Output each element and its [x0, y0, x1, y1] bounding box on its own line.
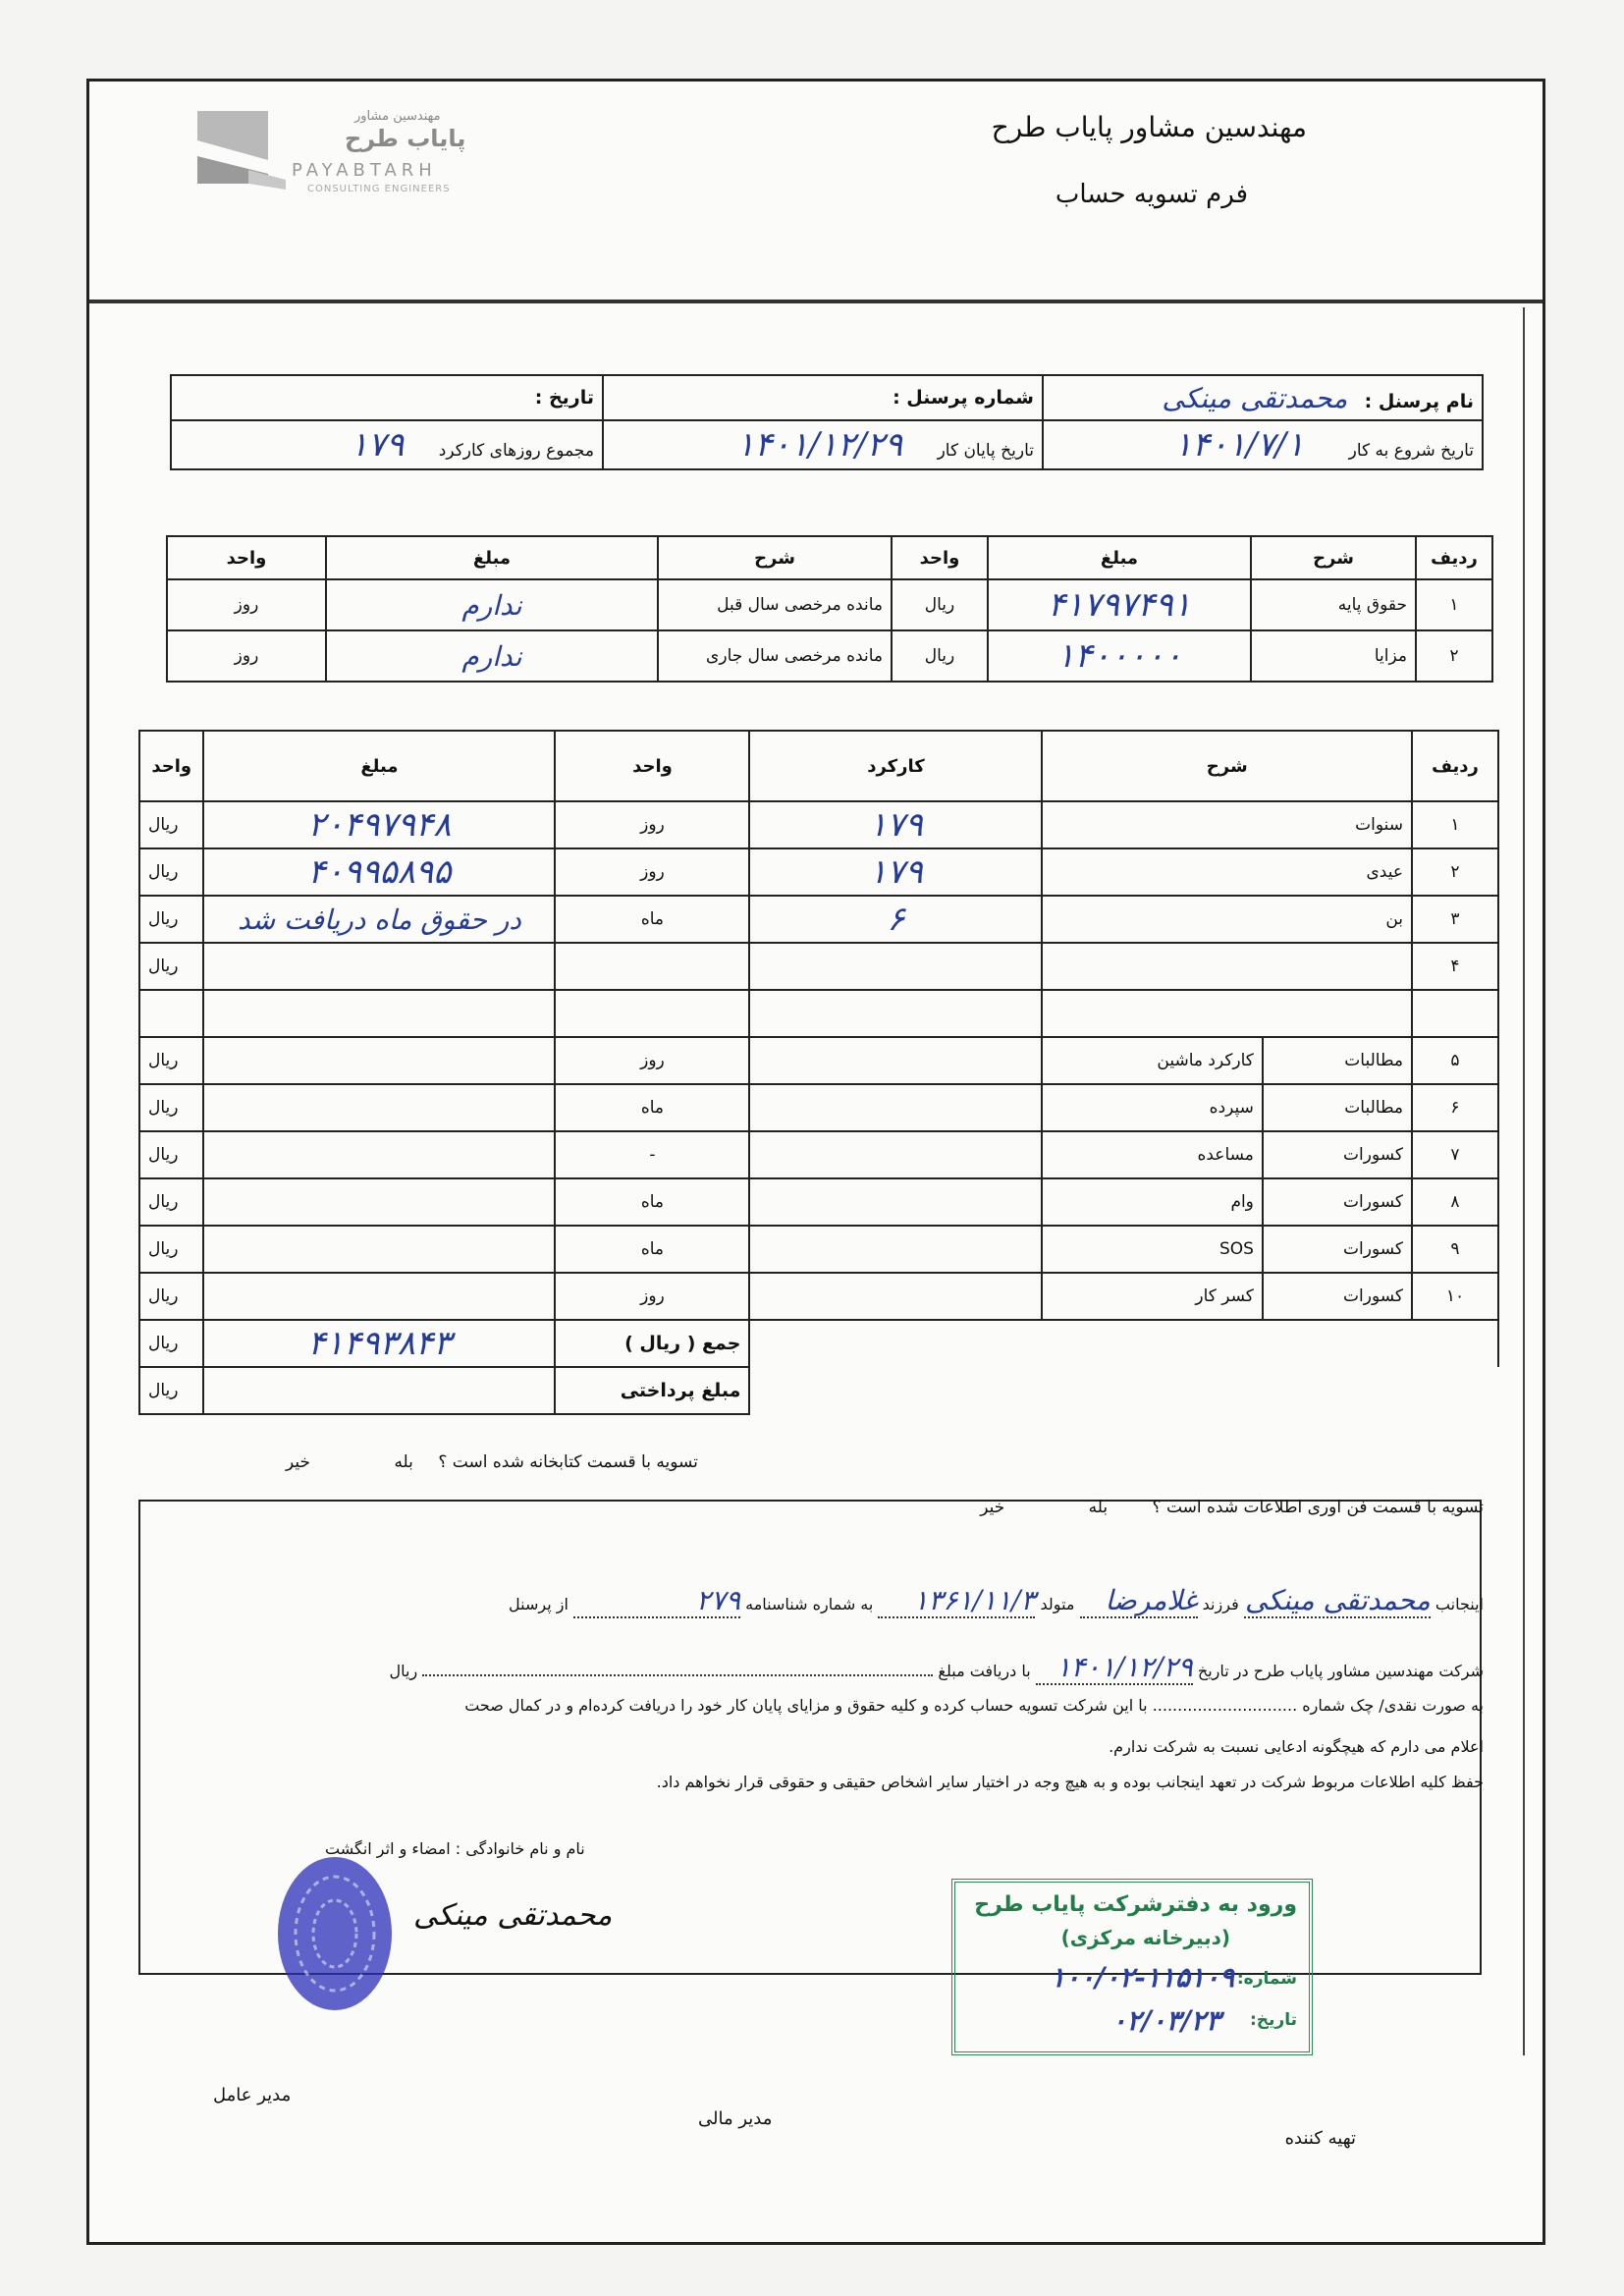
- cell-amount: [203, 1084, 555, 1131]
- logo-fa-small: مهندسین مشاور: [354, 109, 441, 124]
- cell-cat: کسورات: [1263, 1273, 1412, 1320]
- cell-unit: روز: [555, 801, 749, 848]
- cell-work: ۶: [749, 896, 1042, 943]
- cell-no: ۸: [1412, 1178, 1498, 1226]
- start-value: ۱۴۰۱/۷/۱: [1173, 425, 1305, 465]
- total-row: جمع ( ریال ) ۴۱۴۹۳۸۴۳ ریال: [139, 1320, 1498, 1367]
- statement-line-3: به صورت نقدی/ چک شماره ............................. با این شرکت تسویه حساب کرده و کلیه حقوق و مزایای پایان کار خود را دریافت کرده‌ام و در کمال صحت: [464, 1696, 1484, 1715]
- statement-line-1: اینجانب محمدتقی مینکی فرزند غلامرضا متولد ۱۳۶۱/۱۱/۳ به شماره شناسنامه ۲۷۹ از پرسنل: [509, 1584, 1484, 1616]
- cell-work: ۱۷۹: [749, 848, 1042, 896]
- col-amount: مبلغ: [988, 536, 1251, 579]
- cell-desc: عیدی: [1042, 848, 1412, 896]
- cell-work: [749, 990, 1042, 1037]
- cell-unit: [555, 990, 749, 1037]
- total-value: ۴۱۴۹۳۸۴۳: [203, 1320, 555, 1367]
- statement-line-2: شرکت مهندسین مشاور پایاب طرح در تاریخ ۱۴۰۱/۱۲/۲۹ با دریافت مبلغ ریال: [389, 1651, 1484, 1683]
- cell-unit2: ریال: [139, 896, 203, 943]
- statement-line-5: حفظ کلیه اطلاعات مربوط شرکت در تعهد اینجانب بوده و به هیچ وجه در اختیار سایر اشخاص حقیقی و حقوقی قرار نخواهم داد.: [656, 1773, 1484, 1791]
- company-logo: [197, 109, 492, 207]
- preparer-label: تهیه کننده: [1284, 2128, 1356, 2149]
- table-row: [139, 848, 1498, 896]
- payable-label: مبلغ پرداختی: [555, 1367, 749, 1414]
- col-desc: شرح: [1251, 536, 1416, 579]
- cell-cat: کسورات: [1263, 1226, 1412, 1273]
- cell-cat: مطالبات: [1263, 1037, 1412, 1084]
- cell-unit2: ریال: [139, 1131, 203, 1178]
- cell-desc: SOS: [1042, 1226, 1262, 1273]
- cell-unit2: ریال: [139, 801, 203, 848]
- cell-desc: [1042, 943, 1412, 990]
- name-label: نام پرسنل :: [1364, 390, 1474, 412]
- table-row: [139, 801, 1498, 848]
- cell-unit: [555, 943, 749, 990]
- cell-work: [749, 1131, 1042, 1178]
- cell-desc: کسر کار: [1042, 1273, 1262, 1320]
- info-table: [170, 374, 1484, 470]
- header-divider: [89, 300, 1543, 303]
- cell-cat: کسورات: [1263, 1178, 1412, 1226]
- date-label: تاریخ :: [534, 387, 594, 409]
- cell-no: ۷: [1412, 1131, 1498, 1178]
- company-name: مهندسین مشاور پایاب طرح: [991, 111, 1307, 143]
- cell-cat: مطالبات: [1263, 1084, 1412, 1131]
- cell-desc: بن: [1042, 896, 1412, 943]
- col-unit: واحد: [892, 536, 988, 579]
- cell-work: [749, 1273, 1042, 1320]
- payable-row: مبلغ پرداختی ریال: [139, 1367, 1498, 1414]
- office-stamp: ورود به دفترشرکت پایاب طرح (دبیرخانه مرکزی) شماره: ۱۰۰/۰۲-۱۱۵۱۰۹ تاریخ: ۰۲/۰۳/۲۳: [951, 1879, 1313, 2055]
- cell-unit: -: [555, 1131, 749, 1178]
- cell-no: ۲: [1412, 848, 1498, 896]
- cell-desc: کارکرد ماشین: [1042, 1037, 1262, 1084]
- cell-unit: ماه: [555, 1226, 749, 1273]
- table-row: [139, 1273, 1498, 1320]
- cell-no: ۱: [1412, 801, 1498, 848]
- cell-no: ۳: [1412, 896, 1498, 943]
- cell-work: ۱۷۹: [749, 801, 1042, 848]
- end-value: ۱۴۰۱/۱۲/۲۹: [736, 425, 903, 465]
- cell-no: ۶: [1412, 1084, 1498, 1131]
- col-unit2: واحد: [167, 536, 326, 579]
- cell-unit2: ریال: [139, 1226, 203, 1273]
- cell-amount: ۴۰۹۹۵۸۹۵: [203, 848, 555, 896]
- cell-work: [749, 943, 1042, 990]
- col-row: ردیف: [1416, 536, 1492, 579]
- cell-work: [749, 1226, 1042, 1273]
- name-value: محمدتقی مینکی: [1162, 381, 1348, 414]
- table-row: [139, 943, 1498, 990]
- table-row: [139, 896, 1498, 943]
- cell-work: [749, 1084, 1042, 1131]
- cell-amount: ۲۰۴۹۷۹۴۸: [203, 801, 555, 848]
- table-row: [139, 1131, 1498, 1178]
- cell-desc: وام: [1042, 1178, 1262, 1226]
- end-label: تاریخ پایان کار: [937, 441, 1034, 461]
- days-label: مجموع روزهای کارکرد: [438, 441, 594, 461]
- cell-amount: [203, 943, 555, 990]
- cell-no: ۱۰: [1412, 1273, 1498, 1320]
- cell-work: [749, 1037, 1042, 1084]
- table-row: ۱ حقوق پایه ۴۱۷۹۷۴۹۱ ریال مانده مرخصی سال قبل ندارم روز: [167, 579, 1492, 630]
- logo-en: PAYABTARH: [292, 160, 437, 181]
- logo-en-sub: CONSULTING ENGINEERS: [307, 184, 451, 194]
- cell-unit2: ریال: [139, 1178, 203, 1226]
- personnel-no-label: شماره پرسنل :: [893, 387, 1034, 409]
- fingerprint-icon: [266, 1849, 413, 2016]
- cell-amount: [203, 1273, 555, 1320]
- statement-line-4: اعلام می دارم که هیچگونه ادعایی نسبت به شرکت ندارم.: [1109, 1737, 1484, 1756]
- cell-amount: [203, 1131, 555, 1178]
- cell-unit2: ریال: [139, 943, 203, 990]
- cell-unit: روز: [555, 848, 749, 896]
- ceo-label: مدیر عامل: [213, 2085, 292, 2105]
- cell-unit2: ریال: [139, 848, 203, 896]
- days-value: ۱۷۹: [350, 425, 405, 465]
- cell-work: [749, 1178, 1042, 1226]
- cell-amount: [203, 1226, 555, 1273]
- cell-unit2: ریال: [139, 1273, 203, 1320]
- table-row: [139, 1084, 1498, 1131]
- col-desc2: شرح: [658, 536, 892, 579]
- cell-no: ۴: [1412, 943, 1498, 990]
- logo-mark-icon: [197, 111, 286, 199]
- table-row: [139, 1178, 1498, 1226]
- cell-unit2: [139, 990, 203, 1037]
- cell-unit: روز: [555, 1037, 749, 1084]
- col-amount2: مبلغ: [326, 536, 658, 579]
- it-question: تسویه با قسمت فن اوری اطلاعات شده است ؟ بله خیر: [980, 1498, 1484, 1517]
- table-row: [139, 990, 1498, 1037]
- cell-desc: مساعده: [1042, 1131, 1262, 1178]
- form-page: [86, 79, 1545, 2245]
- table-row: [139, 1037, 1498, 1084]
- cell-desc: سپرده: [1042, 1084, 1262, 1131]
- finance-label: مدیر مالی: [698, 2108, 773, 2129]
- settlement-rows: [139, 801, 1498, 1320]
- settlement-table: ردیف شرح کارکرد واحد مبلغ واحد ۱ سنوات ۱۷۹ روز ۲۰۴۹۷۹۴۸ ریال ۲ عیدی ۱۷۹ روز ۴۰۹۹۵۸۹۵ ریال ۳ بن ۶ ماه در حقوق ماه دریافت شد ریال ۴ ریال ۵ مطالبات کارکرد ماشین روز ریال ۶ مطالبات سپرده ماه ریال ۷ کسورات مساعده - ریال ۸ کسورات وام ماه ریال ۹ کسورات SOS ماه ریال ۱۰ کسورات کسر کار روز ریال جمع ( ریال ) ۴۱۴۹۳۸۴۳ ریال مبلغ پرداختی ریال: [138, 730, 1499, 1415]
- cell-cat: کسورات: [1263, 1131, 1412, 1178]
- cell-desc: [1042, 990, 1412, 1037]
- cell-amount: [203, 1178, 555, 1226]
- sign-label: نام و نام خانوادگی : امضاء و اثر انگشت: [325, 1839, 585, 1858]
- library-question: تسویه با قسمت کتابخانه شده است ؟ بله خیر: [286, 1452, 698, 1472]
- logo-fa: پایاب طرح: [345, 125, 466, 152]
- cell-amount: [203, 990, 555, 1037]
- cell-unit2: ریال: [139, 1037, 203, 1084]
- start-label: تاریخ شروع به کار: [1348, 441, 1474, 461]
- table-row: ۲ مزایا ۱۴۰۰۰۰۰ ریال مانده مرخصی سال جاری ندارم روز: [167, 630, 1492, 682]
- cell-no: ۵: [1412, 1037, 1498, 1084]
- cell-no: ۹: [1412, 1226, 1498, 1273]
- cell-unit2: ریال: [139, 1084, 203, 1131]
- total-label: جمع ( ریال ): [555, 1320, 749, 1367]
- form-title: فرم تسویه حساب: [1055, 180, 1248, 209]
- cell-amount: در حقوق ماه دریافت شد: [203, 896, 555, 943]
- salary-table: [166, 535, 1493, 683]
- cell-desc: سنوات: [1042, 801, 1412, 848]
- cell-unit: ماه: [555, 1178, 749, 1226]
- cell-unit: ماه: [555, 1084, 749, 1131]
- cell-no: [1412, 990, 1498, 1037]
- cell-unit: روز: [555, 1273, 749, 1320]
- table-row: [139, 1226, 1498, 1273]
- signature: محمدتقی مینکی: [413, 1898, 613, 1933]
- cell-amount: [203, 1037, 555, 1084]
- cell-unit: ماه: [555, 896, 749, 943]
